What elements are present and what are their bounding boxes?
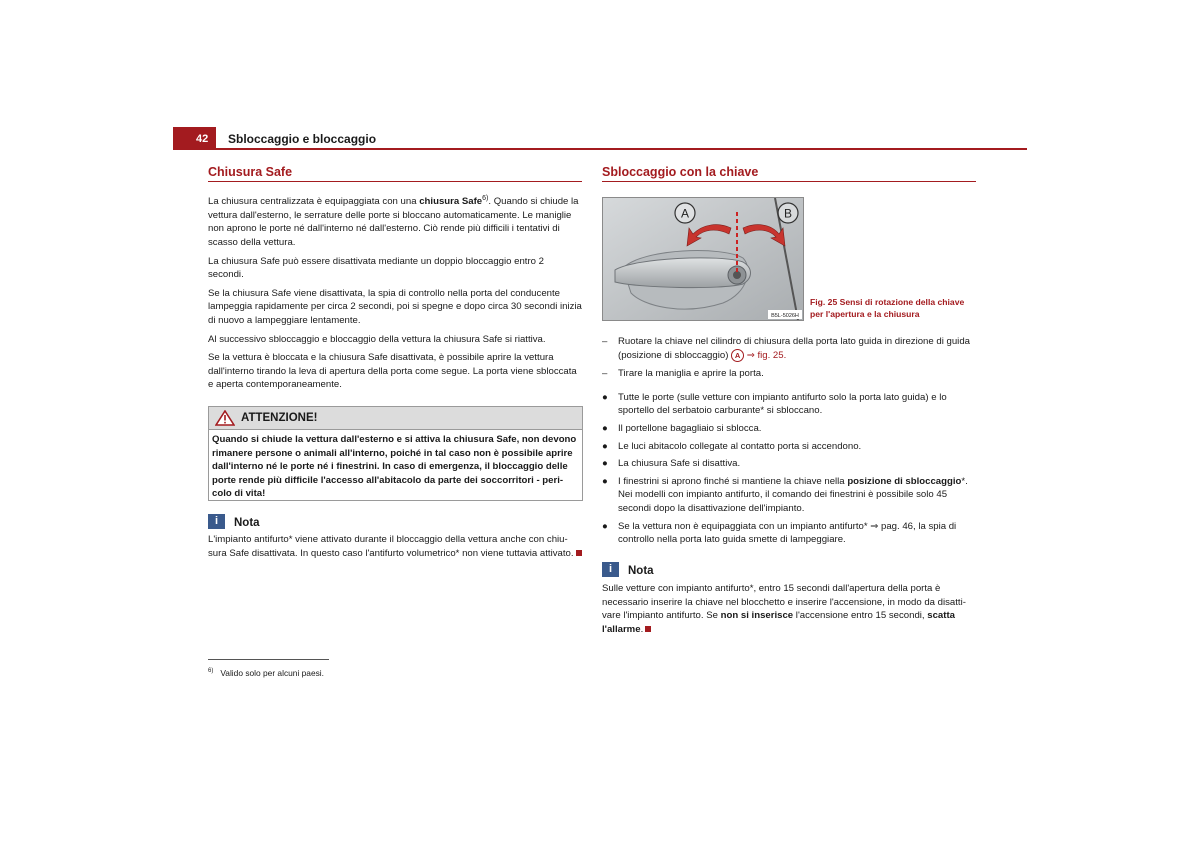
bullet-item: ● Il portellone bagagliaio si sblocca. (602, 422, 762, 434)
position-a-marker: A (731, 349, 744, 362)
bullet-item: ● La chiusura Safe si disattiva. (602, 458, 741, 470)
step-1: – Ruotare la chiave nel cilindro di chiusura della porta lato guida in direzione di guida (posizione di sbloccaggio) A ⇒ fig. 25. (602, 336, 970, 361)
step-2: – Tirare la maniglia e aprire la porta. (602, 368, 764, 380)
warning-header (209, 407, 582, 430)
end-mark (576, 550, 582, 556)
info-icon: i (208, 514, 225, 529)
footnote-rule (208, 659, 329, 660)
warning-text: Quando si chiude la vettura dall'esterno e si attiva la chiusura Safe, non devono rimanere persone o animali all'interno, poiché in tal caso non è possibile aprire dall'interno né le porte né i finestrini. In caso di emergenza, il bloccaggio delle porte rende più difficile l'accesso all'abitacolo da parte dei soccorritori - peri-colo di vita! (212, 434, 577, 500)
bullet-item: ● Tutte le porte (sulle vetture con impianto antifurto solo la porta lato guida) e lo sportello del serbatoio carburante* si sbloccano. (602, 391, 947, 417)
bullet-item: ● Se la vettura non è equipaggiata con un impianto antifurto* ⇒ pag. 46, la spia di controllo nella porta lato guida smette di lampeggiare. (602, 520, 957, 546)
figure-caption: Fig. 25 Sensi di rotazione della chiave per l'apertura e la chiusura (810, 297, 965, 319)
paragraph-1: La chiusura centralizzata è equipaggiata con una chiusura Safe$^{6)}$. Quando si chiude la vettura dall'esterno, le serrature delle porte si bloccano automaticamente. Le maniglie non aprono le porte né dall'interno né dall'esterno. Ciò rende più difficili i tentativi di scasso della vettura. (208, 195, 579, 248)
note-title-right: Nota (628, 565, 654, 577)
page-number-box (173, 127, 216, 149)
door-handle-figure (602, 197, 804, 321)
label-b: B (783, 206, 793, 221)
bullet-item: ● Le luci abitacolo collegate al contatto porta si accendono. (602, 440, 862, 452)
warning-box (208, 406, 583, 501)
paragraph-4: Al successivo sbloccaggio e bloccaggio della vettura la chiusura Safe si riattiva. (208, 333, 546, 345)
steps-list (602, 335, 978, 551)
chapter-title: Sbloccaggio e bloccaggio (228, 132, 377, 146)
note-text-right: Sulle vetture con impianto antifurto*, entro 15 secondi dall'apertura della porta è necessario inserire la chiave nel blocchetto e inserire l'accensione, in modo da disatti-vare l'impianto antifurto. Se non si inserisce l'accensione entro 15 secondi, scatta l'allarme. (602, 583, 966, 635)
result-bullets (602, 391, 978, 547)
left-body-text (208, 192, 582, 397)
section-rule (208, 181, 582, 182)
paragraph-2: La chiusura Safe può essere disattivata mediante un doppio bloccaggio entro 2 secondi. (208, 255, 545, 281)
footnote: $^{6)}$ Valido solo per alcuni paesi. (208, 668, 324, 678)
header-rule (173, 148, 1027, 150)
section-rule-right (602, 181, 976, 182)
figure-code: B5L-5026H (771, 313, 799, 319)
section-heading-sbloccaggio: Sbloccaggio con la chiave (602, 165, 759, 179)
end-mark (645, 626, 651, 632)
bullet-item: ● I finestrini si aprono finché si mantiene la chiave nella posizione di sbloccaggio*. Nei modelli con impianto antifurto, il comando dei finestrini è possibile solo 45 secondi dopo la disattivazione dell'impianto. (602, 475, 968, 514)
section-heading-chiusura-safe: Chiusura Safe (208, 165, 293, 179)
info-icon: i (602, 562, 619, 577)
page-number: 42 (196, 133, 209, 145)
door-handle-illustration (603, 198, 803, 320)
note-text-left: L'impianto antifurto* viene attivato durante il bloccaggio della vettura anche con chiu-sura Safe disattivata. In questo caso l'antifurto volumetrico* non viene tuttavia attivato. (208, 533, 582, 560)
paragraph-3: Se la chiusura Safe viene disattivata, la spia di controllo nella porta del conducente lampeggia rapidamente per circa 2 secondi, poi si spegne e dopo circa 30 secondi inizia di nuovo a lampeggiare lentamente. (208, 287, 582, 326)
paragraph-5: Se la vettura è bloccata e la chiusura Safe disattivata, è possibile aprire la vettura dall'interno tirando la leva di apertura della porta come segue. La porta viene sbloccata e aperta contemporaneamente. (208, 352, 577, 391)
warning-title: ATTENZIONE! (241, 412, 318, 424)
note-title-left: Nota (234, 517, 260, 529)
label-a: A (680, 206, 690, 221)
warning-triangle-icon (215, 410, 235, 426)
